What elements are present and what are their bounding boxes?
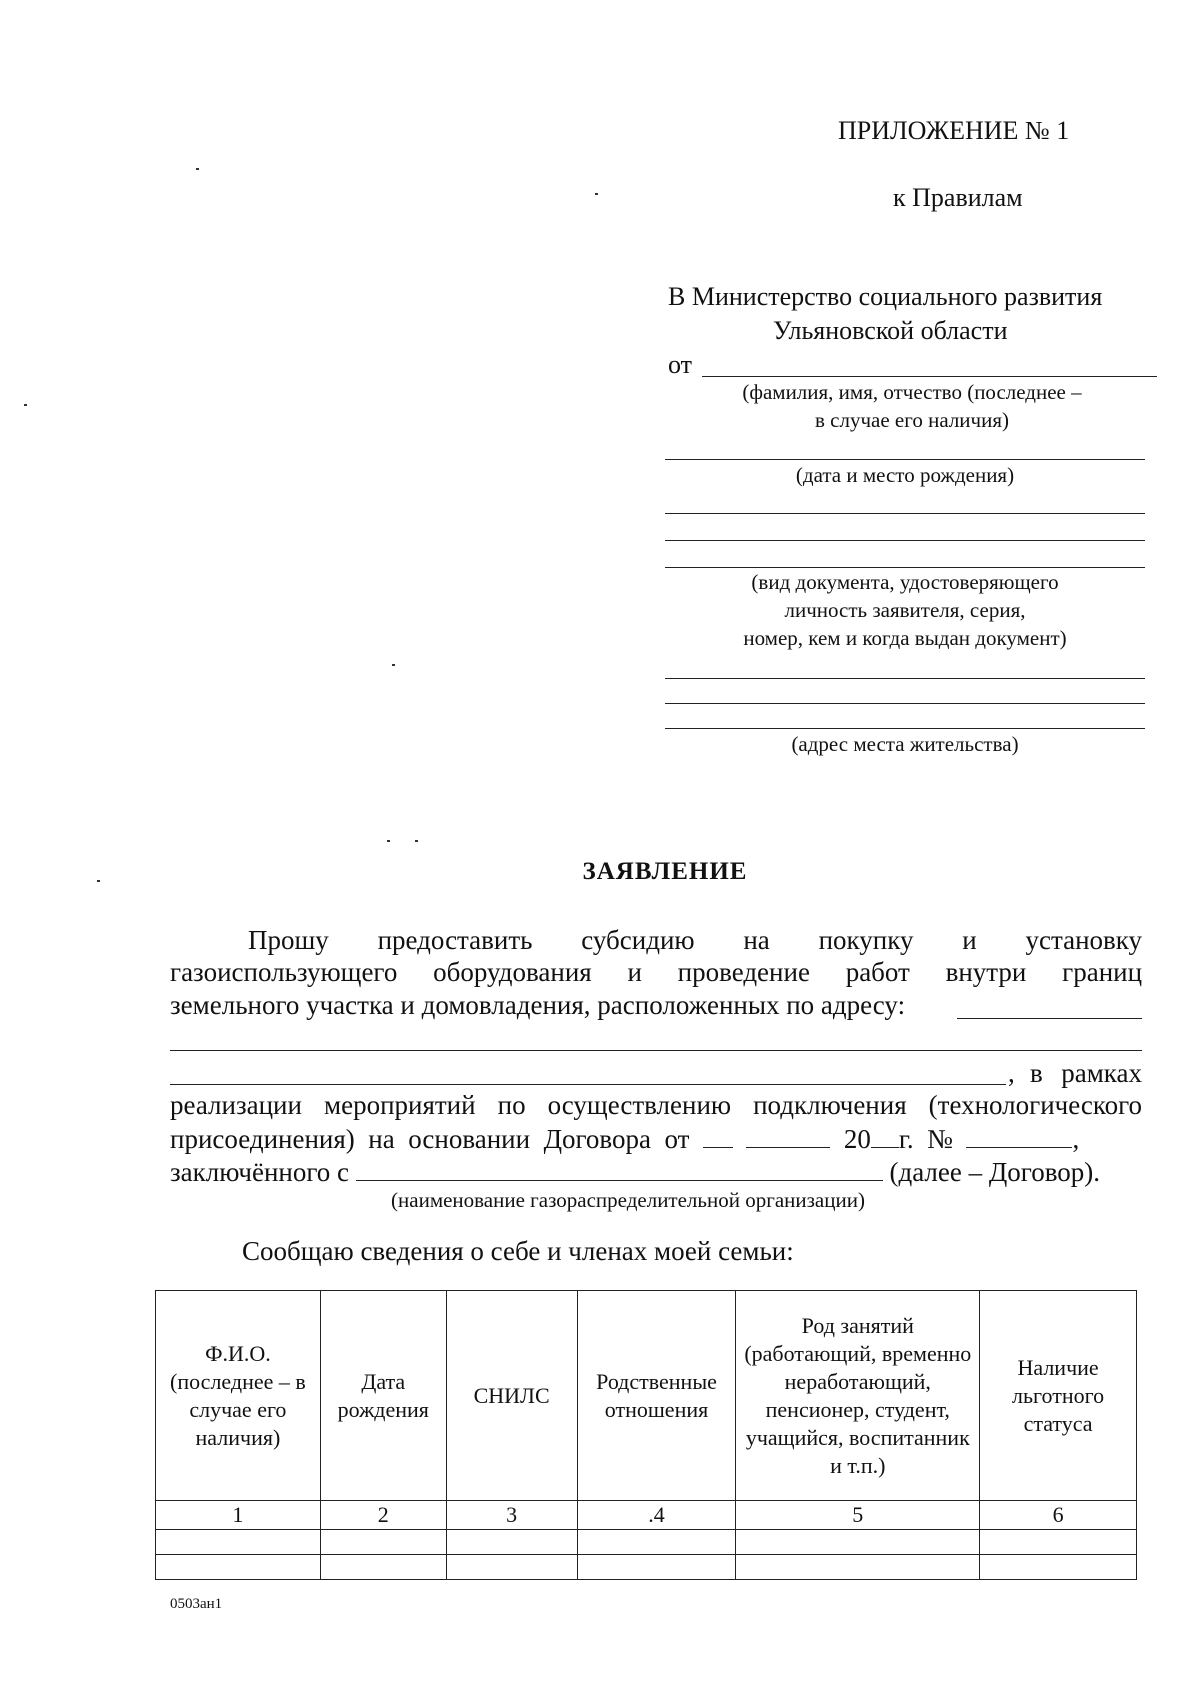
scan-speck [415,840,418,842]
paragraph-line-8 [170,1157,1100,1188]
table-number-row [156,1501,1137,1530]
address-field-3[interactable] [665,728,1145,729]
table-cell[interactable] [577,1530,736,1555]
table-header-row [156,1291,1137,1501]
header-snils: СНИЛС [446,1291,577,1501]
address-field-2[interactable] [665,703,1145,704]
contract-day-field[interactable] [703,1125,733,1148]
word: оборудования [433,957,592,987]
year-suffix: г. [898,1124,914,1154]
scan-speck [24,404,27,406]
caption-name-2: в случае его наличия) [815,408,1009,432]
hereinafter-label: (далее – Договор). [889,1157,1100,1187]
table-cell[interactable] [577,1555,736,1580]
word: субсидию [581,925,695,955]
property-address-field-2[interactable] [170,1050,1142,1051]
table-cell[interactable] [446,1530,577,1555]
column-number: 1 [156,1501,321,1530]
word: реализации [170,1090,302,1120]
word: подключения [753,1090,907,1120]
document-field-1[interactable] [665,513,1145,514]
word: (технологического [928,1090,1143,1120]
word: по [497,1090,526,1120]
word: от [664,1124,690,1154]
table-cell[interactable] [446,1555,577,1580]
scan-speck [387,840,390,842]
header-full-name: Ф.И.О. (последнее – в случае его наличия) [156,1291,321,1501]
word: основании [408,1124,531,1154]
caption-address: (адрес места жительства) [791,732,1019,756]
document-code: 0503ан1 [170,1596,223,1612]
word: установку [1025,925,1142,955]
table-row [156,1555,1137,1580]
paragraph-line-7 [170,1124,1142,1155]
caption-document-3: номер, кем и когда выдан документ) [743,626,1067,650]
applicant-name-field[interactable] [702,376,1157,377]
word: рамках [1061,1058,1142,1088]
birth-field[interactable] [665,459,1145,460]
scan-speck [392,664,395,666]
word: границ [1062,957,1143,987]
word: на [743,925,770,955]
word: присоединения) [170,1124,355,1154]
column-number: 6 [980,1501,1137,1530]
column-number: 2 [320,1501,446,1530]
caption-document-2: личность заявителя, серия, [784,598,1026,622]
table-cell[interactable] [320,1555,446,1580]
contracted-with-label: заключённого с [170,1157,349,1187]
word: на [368,1124,395,1154]
word: в [1030,1058,1043,1088]
word: Прошу [248,925,329,955]
paragraph-line-1 [248,925,1142,956]
table-cell[interactable] [156,1530,321,1555]
family-table [155,1290,1137,1580]
family-intro: Сообщаю сведения о себе и членах моей семьи: [242,1236,794,1266]
from-label: от [668,350,693,379]
word: работ [845,957,910,987]
word: газоиспользующего [170,957,398,987]
contract-month-field[interactable] [746,1125,830,1148]
table-cell[interactable] [156,1555,321,1580]
header-benefit-status: Наличие льготного статуса [980,1291,1137,1501]
document-field-3[interactable] [665,567,1145,568]
gas-company-field[interactable] [356,1158,883,1181]
comma: , [1008,1058,1015,1088]
property-address-field-3[interactable] [170,1084,1006,1085]
address-field-1[interactable] [665,678,1145,679]
caption-name-1: (фамилия, имя, отчество (последнее – [742,380,1082,404]
word: предоставить [377,925,533,955]
table-row [156,1530,1137,1555]
caption-birth: (дата и место рождения) [795,463,1015,487]
word: мероприятий [324,1090,476,1120]
paragraph-line-3: земельного участка и домовладения, расположенных по адресу: [170,990,906,1020]
year-prefix: 20 [843,1124,871,1154]
paragraph-line-6 [170,1090,1142,1121]
table-cell[interactable] [736,1555,980,1580]
document-title: ЗАЯВЛЕНИЕ [582,858,748,885]
word: покупку [818,925,914,955]
comma: , [1072,1124,1080,1154]
header-relationship: Родственные отношения [577,1291,736,1501]
column-number: 5 [736,1501,980,1530]
contract-year-field[interactable] [871,1125,899,1148]
word: и [962,925,977,955]
header-occupation: Род занятий (работающий, временно неработающий, пенсионер, студент, учащийся, воспитанник и т.п.) [736,1291,980,1501]
document-field-2[interactable] [665,540,1145,541]
column-number: 3 [446,1501,577,1530]
paragraph-line-5 [1030,1058,1142,1089]
word: проведение [677,957,810,987]
number-sign: № [927,1124,953,1154]
word: Договора [543,1124,651,1154]
contract-number-field[interactable] [966,1125,1072,1148]
word: внутри [945,957,1027,987]
addressee-line-1: В Министерство социального развития [668,282,1103,311]
scan-speck [595,193,598,195]
caption-document-1: (вид документа, удостоверяющего [751,570,1059,594]
appendix-heading: ПРИЛОЖЕНИЕ № 1 [838,116,1070,145]
caption-gas-company: (наименование газораспределительной организации) [391,1188,865,1212]
table-cell[interactable] [320,1530,446,1555]
scan-speck [196,168,199,170]
table-cell[interactable] [736,1530,980,1555]
addressee-line-2: Ульяновской области [773,316,1008,345]
paragraph-line-2 [170,957,1142,988]
table-cell[interactable] [980,1555,1137,1580]
table-cell[interactable] [980,1530,1137,1555]
to-rules-label: к Правилам [893,183,1023,212]
word: и [627,957,642,987]
property-address-field-1[interactable] [957,1018,1142,1019]
column-number: .4 [577,1501,736,1530]
word: осуществлению [547,1090,732,1120]
header-birth-date: Дата рождения [320,1291,446,1501]
